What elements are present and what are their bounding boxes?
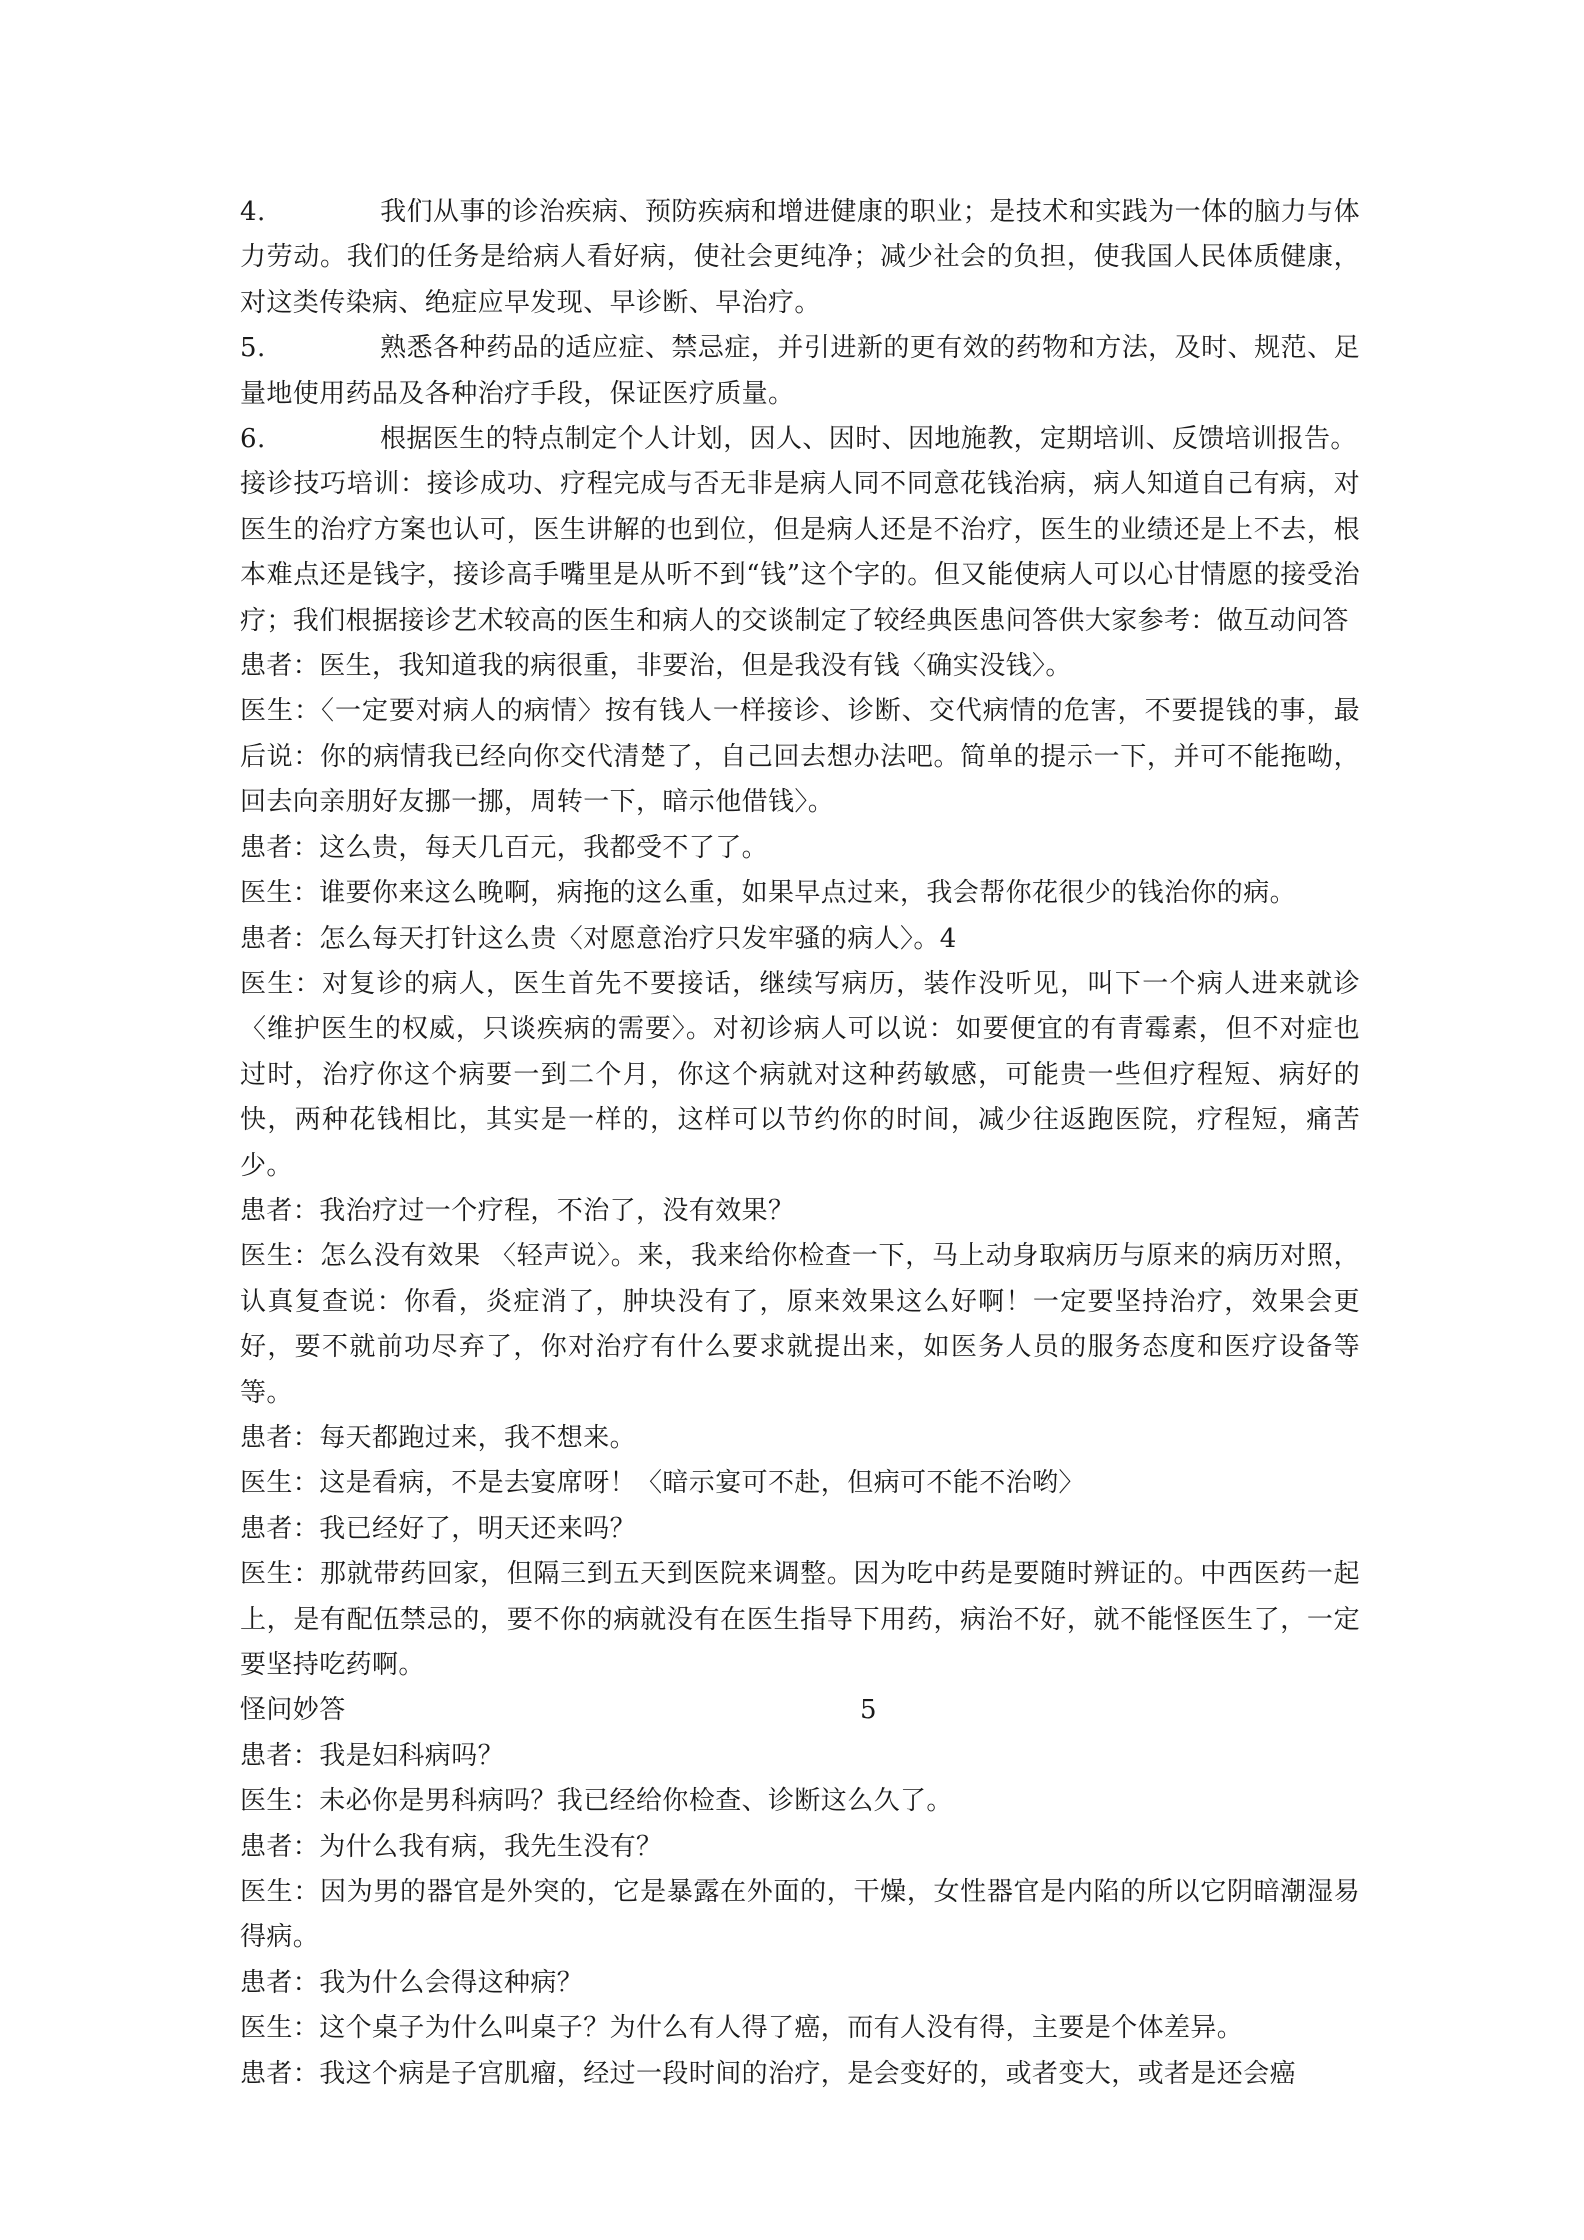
item-text: 熟悉各种药品的适应症、禁忌症，并引进新的更有效的药物和方法，及时、规范、足量地使用药品及各种治疗手段，保证医疗质量。 — [240, 333, 1360, 409]
dialogue-line: 医生：怎么没有效果 〈轻声说〉。来，我来给你检查一下，马上动身取病历与原来的病历对照，认真复查说：你看，炎症消了，肿块没有了，原来效果这么好啊！一定要坚持治疗，效果会更好，要不就前功尽弃了，你对治疗有什么要求就提出来，如医务人员的服务态度和医疗设备等等。 — [240, 1241, 1360, 1408]
dialogue-line: 患者：我已经好了，明天还来吗？ — [240, 1513, 637, 1544]
dialogue-line: 医生：那就带药回家，但隔三到五天到医院来调整。因为吃中药是要随时辨证的。中西医药一起上，是有配伍禁忌的，要不你的病就没有在医生指导下用药，病治不好，就不能怪医生了，一定要坚持吃药啊。 — [240, 1559, 1360, 1680]
section-title: 怪问妙答 — [240, 1695, 346, 1726]
dialogue-line: 患者：我这个病是子宫肌瘤，经过一段时间的治疗，是会变好的，或者变大，或者是还会癌 — [240, 2058, 1297, 2089]
dialogue-line: 医生：因为男的器官是外突的，它是暴露在外面的，干燥，女性器官是内陷的所以它阴暗潮湿易得病。 — [240, 1877, 1360, 1953]
dialogue-line: 患者：为什么我有病，我先生没有？ — [240, 1831, 663, 1862]
dialogue-line: 医生：谁要你来这么晚啊，病拖的这么重，如果早点过来，我会帮你花很少的钱治你的病。 — [240, 878, 1297, 909]
dialogue-line: 患者：医生，我知道我的病很重，非要治，但是我没有钱〈确实没钱〉。 — [240, 651, 1072, 682]
dialogue-line: 患者：每天都跑过来，我不想来。 — [240, 1422, 637, 1453]
dialogue-line: 医生：这个桌子为什么叫桌子？为什么有人得了癌，而有人没有得，主要是个体差异。 — [240, 2013, 1244, 2044]
section-heading — [240, 1688, 1360, 1733]
reception-training-intro: 接诊技巧培训：接诊成功、疗程完成与否无非是病人同不同意花钱治病，病人知道自己有病，对医生的治疗方案也认可，医生讲解的也到位，但是病人还是不治疗，医生的业绩还是上不去，根本难点还是钱字，接诊高手嘴里是从听不到“钱”这个字的。但又能使病人可以心甘情愿的接受治疗；我们根据接诊艺术较高的医生和病人的交谈制定了较经典医患问答供大家参考：做互动问答 — [240, 469, 1360, 636]
item-text: 我们从事的诊治疾病、预防疾病和增进健康的职业；是技术和实践为一体的脑力与体力劳动。我们的任务是给病人看好病，使社会更纯净；减少社会的负担，使我国人民体质健康，对这类传染病、绝症应早发现、早诊断、早治疗。 — [240, 197, 1360, 318]
dialogue-line: 医生：〈一定要对病人的病情〉按有钱人一样接诊、诊断、交代病情的危害，不要提钱的事，最后说：你的病情我已经向你交代清楚了，自己回去想办法吧。简单的提示一下，并可不能拖呦，回去向亲朋好友挪一挪，周转一下，暗示他借钱〉。 — [240, 696, 1360, 818]
dialogue-line: 患者：这么贵，每天几百元，我都受不了了。 — [240, 832, 769, 863]
numbered-item-5 — [240, 326, 1360, 417]
dialogue-line: 医生：未必你是男科病吗？我已经给你检查、诊断这么久了。 — [240, 1786, 953, 1817]
numbered-item-6 — [240, 417, 1360, 462]
item-number: 6. — [240, 424, 266, 455]
item-number: 5. — [240, 333, 266, 364]
dialogue-line: 医生：这是看病，不是去宴席呀！〈暗示宴可不赴，但病可不能不治哟〉 — [240, 1468, 1085, 1499]
dialogue-line: 患者：我是妇科病吗？ — [240, 1740, 505, 1771]
document-page — [240, 190, 1360, 2097]
page-marker: 5 — [860, 1695, 877, 1726]
dialogue-line: 医生：对复诊的病人，医生首先不要接话，继续写病历，装作没听见，叫下一个病人进来就诊〈维护医生的权威，只谈疾病的需要〉。对初诊病人可以说：如要便宜的有青霉素，但不对症也过时，治疗你这个病要一到二个月，你这个病就对这种药敏感，可能贵一些但疗程短、病好的快，两种花钱相比，其实是一样的，这样可以节约你的时间，减少往返跑医院，疗程短，痛苦少。 — [240, 968, 1360, 1181]
item-text: 根据医生的特点制定个人计划，因人、因时、因地施教，定期培训、反馈培训报告。 — [380, 424, 1357, 455]
dialogue-line: 患者：怎么每天打针这么贵〈对愿意治疗只发牢骚的病人〉。4 — [240, 923, 957, 954]
dialogue-line: 患者：我为什么会得这种病？ — [240, 1967, 584, 1998]
item-number: 4. — [240, 197, 266, 227]
dialogue-line: 患者：我治疗过一个疗程，不治了，没有效果？ — [240, 1195, 795, 1226]
numbered-item-4 — [240, 190, 1360, 326]
